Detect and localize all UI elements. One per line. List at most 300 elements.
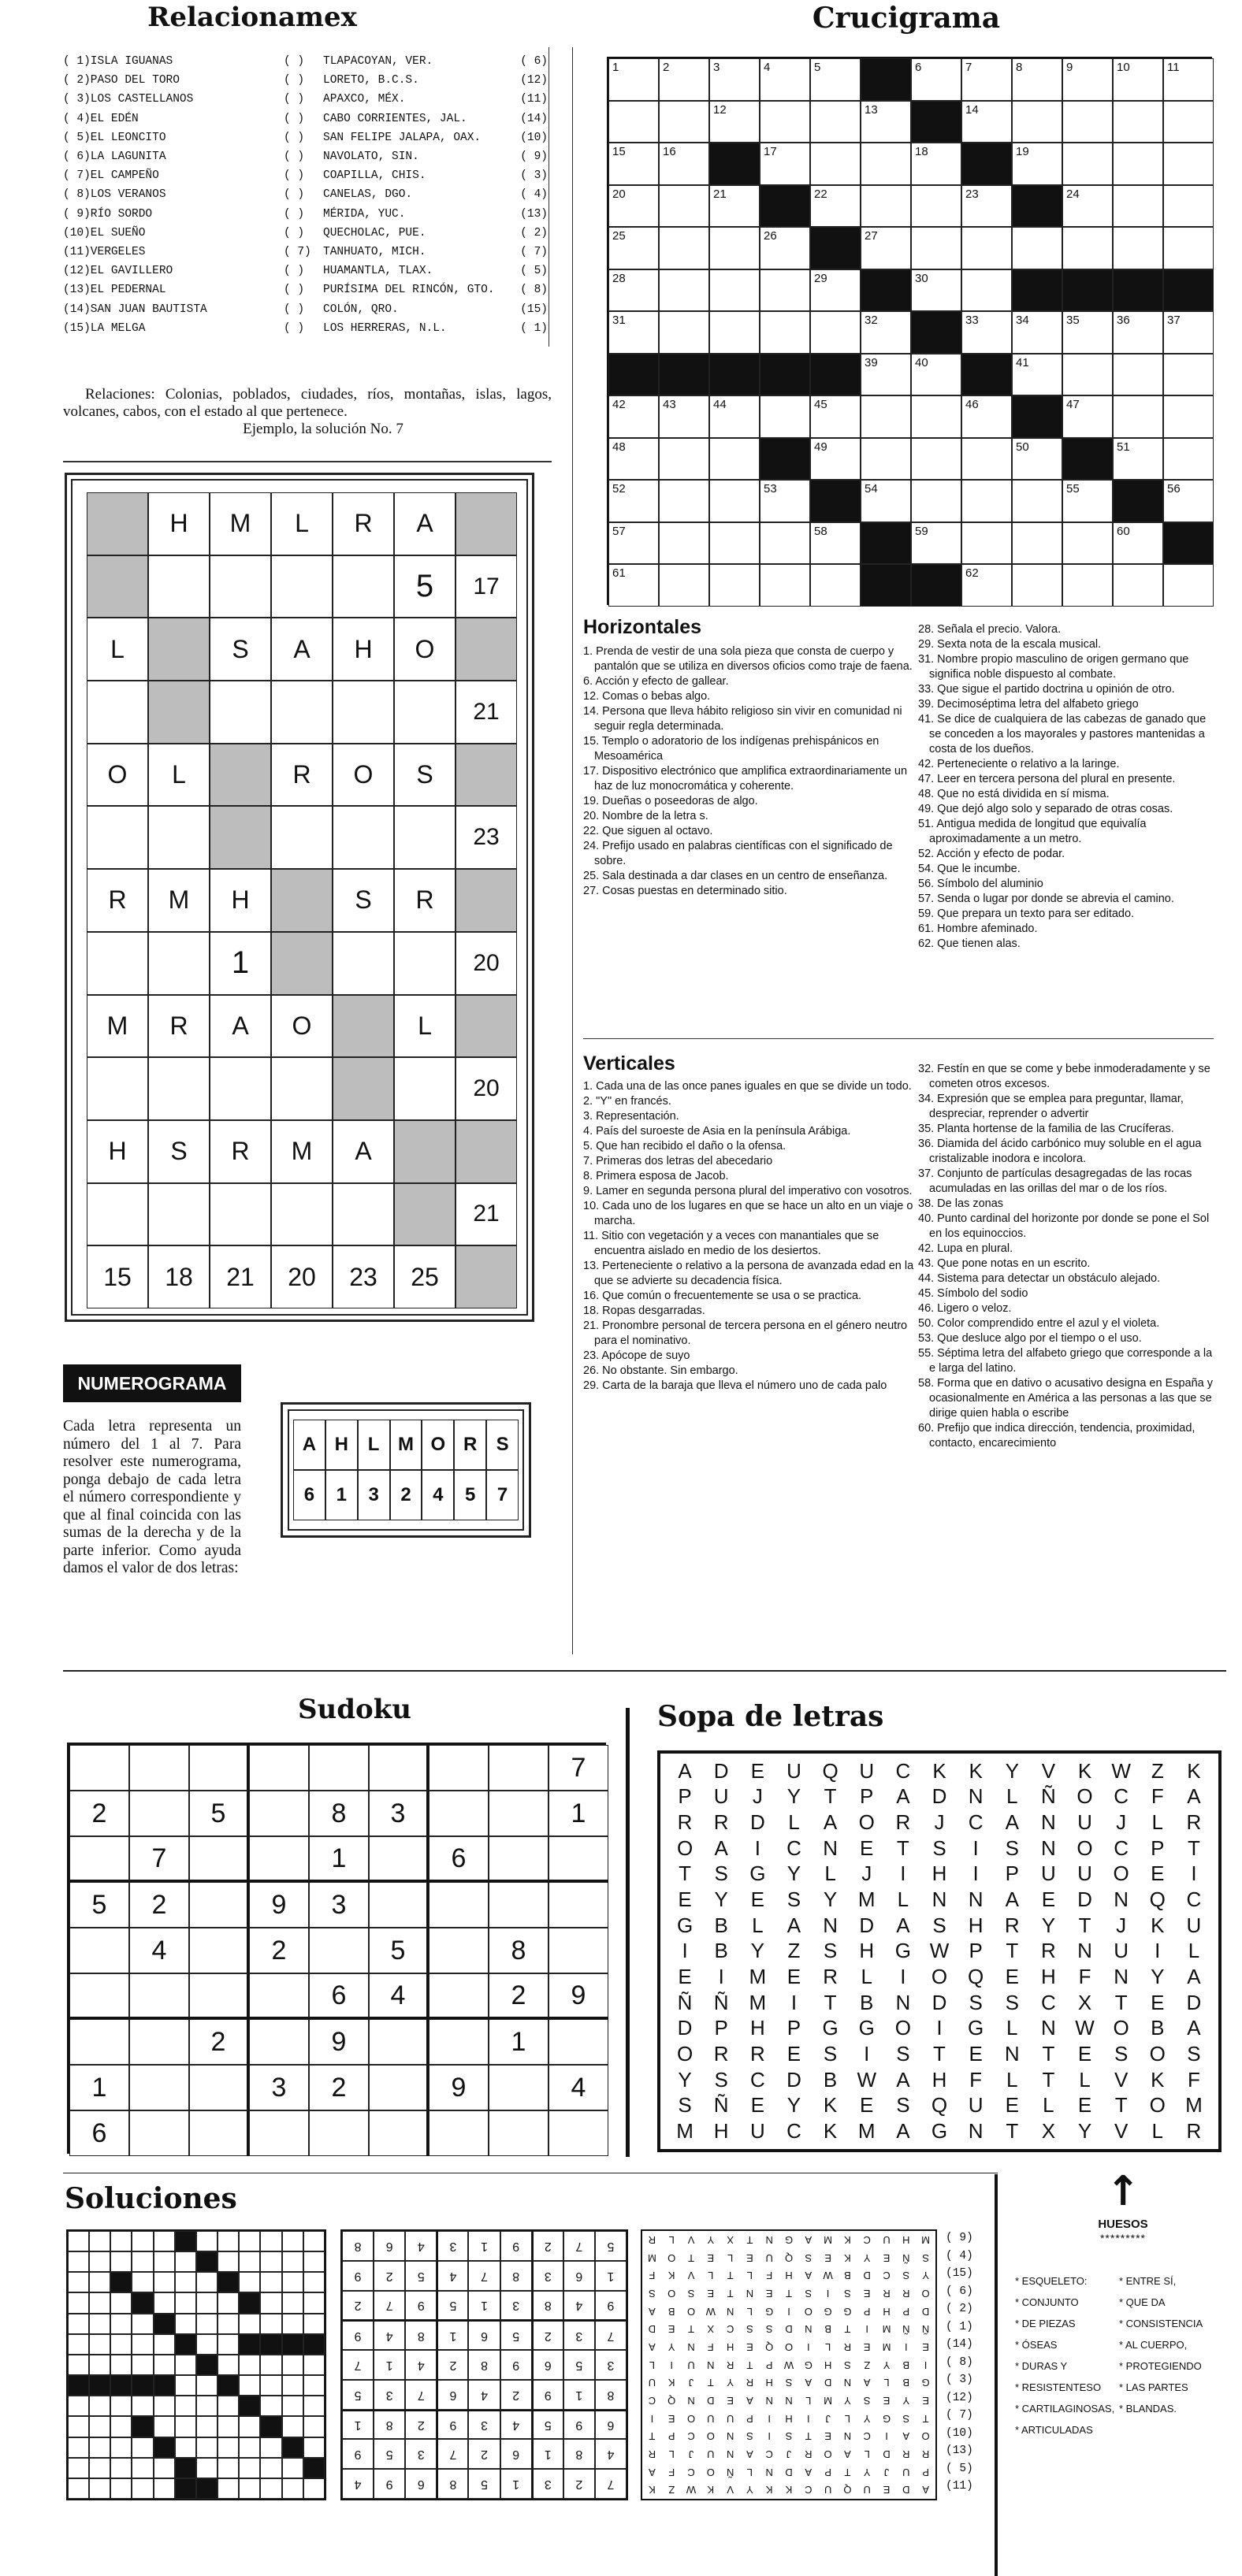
sopa-letter[interactable]: D [713,1758,729,1783]
crossword-cell[interactable] [961,395,1012,438]
crossword-cell[interactable] [709,522,760,565]
sopa-letter[interactable]: S [1005,1990,1019,2014]
sopa-letter[interactable]: O [858,1810,875,1835]
sopa-letter[interactable]: A [714,1835,728,1860]
sopa-letter[interactable]: R [713,1810,729,1835]
sopa-letter[interactable]: B [714,1913,728,1937]
sudoku-cell[interactable] [309,1928,369,1973]
crossword-cell[interactable] [861,395,911,438]
sopa-letter[interactable]: H [713,2119,729,2144]
sopa-letter[interactable]: C [1114,1784,1129,1809]
sopa-letter[interactable]: N [968,1887,984,1912]
sopa-letter[interactable]: Y [786,1861,801,1886]
crossword-cell[interactable] [1062,564,1113,607]
sopa-letter[interactable]: I [936,2016,943,2040]
sopa-letter[interactable]: I [682,1939,688,1963]
sopa-letter[interactable]: N [931,1887,947,1912]
crossword-cell[interactable] [1012,438,1062,481]
crossword-cell[interactable] [911,269,961,312]
crossword-cell[interactable] [961,311,1012,354]
sopa-letter[interactable]: K [1151,1913,1165,1937]
relacionamex-answer-slot[interactable]: ( ) [284,207,305,221]
sudoku-cell[interactable] [548,1882,608,1928]
crossword-cell[interactable] [911,185,961,228]
sudoku-cell[interactable] [489,1745,548,1791]
sopa-letter[interactable]: G [858,2016,875,2040]
crossword-cell[interactable] [1113,311,1163,354]
relacionamex-answer-slot[interactable]: ( ) [284,74,305,87]
numerograma-cell[interactable] [271,1057,333,1120]
sopa-letter[interactable]: N [968,1784,984,1809]
sudoku-cell[interactable] [369,2019,429,2065]
sudoku-cell[interactable] [249,1745,309,1791]
numerograma-cell[interactable]: 17 [456,555,517,618]
sopa-letter[interactable]: E [1151,1861,1165,1886]
crossword-cell[interactable] [1163,101,1214,143]
crossword-cell[interactable] [810,143,861,185]
sudoku-cell[interactable] [489,1882,548,1928]
sopa-letter[interactable]: L [788,1810,800,1835]
sudoku-cell[interactable] [69,1745,129,1791]
crossword-cell[interactable] [1163,185,1214,228]
numerograma-cell[interactable] [394,932,456,995]
crossword-cell[interactable] [760,311,810,354]
sopa-letter[interactable]: E [1005,2093,1019,2118]
relacionamex-answer-slot[interactable]: ( ) [284,150,305,164]
numerograma-cell[interactable] [394,1057,456,1120]
crossword-cell[interactable] [861,101,911,143]
sopa-letter[interactable]: W [1075,2016,1095,2040]
crossword-cell[interactable] [709,101,760,143]
sopa-letter[interactable]: N [1114,1965,1129,1989]
crossword-cell[interactable] [659,311,709,354]
crossword-cell[interactable] [1012,101,1062,143]
crossword-cell[interactable] [709,480,760,522]
crossword-cell[interactable] [1163,227,1214,269]
crossword-cell[interactable] [911,227,961,269]
crossword-cell[interactable] [1062,185,1113,228]
sopa-letter[interactable]: N [823,1913,838,1937]
sopa-letter[interactable]: N [1041,1835,1056,1860]
crossword-cell[interactable] [1163,480,1214,522]
sudoku-cell[interactable] [429,1791,489,1836]
sudoku-cell[interactable] [548,2019,608,2065]
sudoku-cell[interactable] [189,2065,249,2110]
crossword-cell[interactable] [608,185,659,228]
sopa-letter[interactable]: S [786,1887,801,1912]
sopa-letter[interactable]: M [857,2119,876,2144]
sopa-letter[interactable]: E [1041,1887,1056,1912]
sopa-letter[interactable]: L [861,1965,872,1989]
sopa-letter[interactable]: P [969,1939,983,1963]
crossword-cell[interactable] [760,564,810,607]
crossword-cell[interactable] [709,58,760,101]
sopa-letter[interactable]: L [1151,2119,1164,2144]
crossword-cell[interactable] [911,480,961,522]
crossword-cell[interactable] [608,311,659,354]
crossword-cell[interactable] [911,395,961,438]
sudoku-cell[interactable] [489,2110,548,2156]
crossword-cell[interactable] [1113,143,1163,185]
sudoku-cell[interactable] [69,1836,129,1882]
crossword-cell[interactable] [659,395,709,438]
sopa-letter[interactable]: R [1186,2119,1202,2144]
sopa-letter[interactable]: A [1005,1887,1019,1912]
numerograma-cell[interactable] [148,932,210,995]
sopa-letter[interactable]: R [1004,1913,1020,1937]
sudoku-cell[interactable] [189,2110,249,2156]
sopa-letter[interactable]: J [861,1861,872,1886]
sopa-letter[interactable]: I [790,1990,798,2014]
sopa-letter[interactable]: E [1151,1990,1165,2014]
sopa-letter[interactable]: H [931,2067,947,2092]
relacionamex-answer-slot[interactable]: ( ) [284,112,305,125]
sopa-letter[interactable]: B [823,2067,838,2092]
sopa-letter[interactable]: T [896,1835,909,1860]
sopa-letter[interactable]: O [1113,1861,1129,1886]
sopa-letter[interactable]: L [752,1913,764,1937]
sopa-letter[interactable]: L [1079,2067,1091,2092]
sopa-letter[interactable]: U [713,1784,729,1809]
sopa-letter[interactable]: H [931,1861,947,1886]
sopa-letter[interactable]: S [1187,2042,1201,2066]
crossword-cell[interactable] [1113,185,1163,228]
sopa-letter[interactable]: T [824,1784,837,1809]
crossword-cell[interactable] [659,269,709,312]
crossword-cell[interactable] [760,227,810,269]
sopa-letter[interactable]: P [714,2016,728,2040]
sopa-letter[interactable]: K [823,2119,838,2144]
sopa-letter[interactable]: S [823,1939,838,1963]
sopa-letter[interactable]: S [1114,2042,1129,2066]
sopa-letter[interactable]: K [1077,1758,1092,1783]
sudoku-cell[interactable] [429,1928,489,1973]
sopa-letter[interactable]: H [749,2016,765,2040]
sopa-letter[interactable]: N [968,2119,984,2144]
sopa-letter[interactable]: L [1006,2067,1018,2092]
sudoku-cell[interactable] [189,1882,249,1928]
sopa-letter[interactable]: F [1078,1965,1091,1989]
crossword-cell[interactable] [608,564,659,607]
sopa-letter[interactable]: U [1186,1913,1202,1937]
sopa-letter[interactable]: X [1041,2119,1056,2144]
sudoku-cell[interactable] [489,1836,548,1882]
sopa-letter[interactable]: T [1114,2093,1128,2118]
sopa-letter[interactable]: L [1151,1810,1164,1835]
sopa-letter[interactable]: U [1114,1939,1129,1963]
crossword-cell[interactable] [659,185,709,228]
crossword-cell[interactable] [608,227,659,269]
sopa-letter[interactable]: L [1188,1939,1200,1963]
sopa-letter[interactable]: T [679,1861,691,1886]
sopa-letter[interactable]: O [1077,1784,1093,1809]
relacionamex-answer-slot[interactable]: ( 7) [284,246,311,259]
sopa-letter[interactable]: U [786,1758,801,1783]
crossword-cell[interactable] [961,438,1012,481]
sudoku-cell[interactable] [129,1745,189,1791]
sopa-letter[interactable]: E [750,1758,764,1783]
numerograma-cell[interactable] [333,1183,394,1246]
sudoku-cell[interactable] [249,2110,309,2156]
crossword-cell[interactable] [709,564,760,607]
sopa-letter[interactable]: T [1006,2119,1019,2144]
sopa-letter[interactable]: E [786,2042,801,2066]
sopa-letter[interactable]: T [1187,1835,1200,1860]
sopa-letter[interactable]: S [678,2093,692,2118]
sopa-letter[interactable]: S [932,1913,946,1937]
sopa-letter[interactable]: I [1155,1939,1161,1963]
sopa-letter[interactable]: K [1187,1758,1201,1783]
sopa-letter[interactable]: P [786,2016,801,2040]
sopa-letter[interactable]: E [1005,1965,1019,1989]
sopa-letter[interactable]: P [1005,1861,1019,1886]
sopa-letter[interactable]: H [968,1913,984,1937]
sopa-letter[interactable]: D [1077,1887,1092,1912]
crossword-cell[interactable] [810,311,861,354]
sopa-letter[interactable]: E [678,1965,692,1989]
sopa-letter[interactable]: I [718,1965,724,1989]
crossword-cell[interactable] [659,227,709,269]
sopa-letter[interactable]: U [1077,1861,1092,1886]
sopa-letter[interactable]: Y [714,1887,728,1912]
sudoku-cell[interactable] [69,1973,129,2019]
sopa-letter[interactable]: B [860,1990,874,2014]
sopa-letter[interactable]: R [713,2042,729,2066]
sopa-letter[interactable]: T [1006,1939,1019,1963]
sudoku-cell[interactable] [369,1836,429,1882]
sudoku-cell[interactable] [249,1791,309,1836]
sopa-letter[interactable]: G [894,1939,911,1963]
relacionamex-answer-slot[interactable]: ( ) [284,265,305,278]
sopa-letter[interactable]: D [677,2016,693,2040]
relacionamex-answer-slot[interactable]: ( ) [284,188,305,202]
crossword-cell[interactable] [961,227,1012,269]
crossword-cell[interactable] [1012,564,1062,607]
relacionamex-answer-slot[interactable]: ( ) [284,321,305,335]
crossword-cell[interactable] [608,395,659,438]
sopa-letter[interactable]: T [1042,2042,1055,2066]
crossword-cell[interactable] [961,185,1012,228]
sopa-letter[interactable]: Q [822,1758,839,1783]
sudoku-cell[interactable] [129,2065,189,2110]
sopa-letter[interactable]: L [1006,2016,1018,2040]
numerograma-cell[interactable] [148,1183,210,1246]
crossword-cell[interactable] [709,311,760,354]
sopa-letter[interactable]: Y [1041,1913,1056,1937]
sopa-letter[interactable]: D [931,1990,947,2014]
crossword-cell[interactable] [1012,227,1062,269]
sopa-letter[interactable]: Y [1151,1965,1165,1989]
crossword-cell[interactable] [1012,354,1062,396]
sopa-letter[interactable]: S [896,2042,910,2066]
crossword-cell[interactable] [659,101,709,143]
sopa-letter[interactable]: G [676,1913,694,1937]
sopa-letter[interactable]: W [857,2067,876,2092]
crossword-cell[interactable] [810,101,861,143]
numerograma-cell[interactable] [148,555,210,618]
sopa-letter[interactable]: J [752,1784,763,1809]
crossword-cell[interactable] [1062,58,1113,101]
sudoku-cell[interactable] [129,1791,189,1836]
sopa-letter[interactable]: E [678,1887,692,1912]
crossword-cell[interactable] [810,58,861,101]
crossword-cell[interactable] [1012,311,1062,354]
numerograma-cell[interactable]: 23 [456,806,517,869]
numerograma-cell[interactable] [87,806,148,869]
sopa-letter[interactable]: E [786,1965,801,1989]
crossword-cell[interactable] [961,480,1012,522]
sopa-letter[interactable]: Q [1149,1887,1166,1912]
sudoku-cell[interactable] [369,2065,429,2110]
crossword-cell[interactable] [659,143,709,185]
sopa-letter[interactable]: C [786,1835,801,1860]
sudoku-cell[interactable] [429,2019,489,2065]
sopa-letter[interactable]: R [677,1810,693,1835]
crossword-cell[interactable] [659,564,709,607]
sopa-letter[interactable]: B [1151,2016,1165,2040]
numerograma-cell[interactable] [87,932,148,995]
sopa-letter[interactable]: C [749,2067,765,2092]
numerograma-cell[interactable] [394,681,456,744]
crossword-cell[interactable] [1113,395,1163,438]
sopa-letter[interactable]: O [894,2016,911,2040]
sopa-letter[interactable]: Y [786,2093,801,2118]
sopa-letter[interactable]: X [1077,1990,1092,2014]
crossword-cell[interactable] [760,269,810,312]
crossword-cell[interactable] [1113,101,1163,143]
sopa-letter[interactable]: E [860,2093,874,2118]
crossword-cell[interactable] [760,101,810,143]
crossword-cell[interactable] [810,564,861,607]
sudoku-cell[interactable] [189,1928,249,1973]
sopa-letter[interactable]: J [1116,1810,1127,1835]
crossword-cell[interactable] [659,522,709,565]
sopa-letter[interactable]: K [932,1758,946,1783]
sopa-letter[interactable]: A [896,1913,910,1937]
sopa-letter[interactable]: U [1041,1861,1056,1886]
crossword-cell[interactable] [911,354,961,396]
crossword-cell[interactable] [709,269,760,312]
sopa-letter[interactable]: S [1005,1835,1019,1860]
sopa-letter[interactable]: G [931,2119,948,2144]
sudoku-cell[interactable] [548,1836,608,1882]
relacionamex-answer-slot[interactable]: ( ) [284,303,305,316]
sudoku-cell[interactable] [429,2110,489,2156]
sopa-letter[interactable]: E [1077,2042,1092,2066]
crossword-cell[interactable] [760,480,810,522]
sopa-letter[interactable]: C [895,1758,911,1783]
numerograma-cell[interactable] [210,1183,271,1246]
sudoku-cell[interactable] [489,1791,548,1836]
sopa-letter[interactable]: H [1041,1965,1056,1989]
sopa-letter[interactable]: N [1114,1887,1129,1912]
sopa-letter[interactable]: Z [787,1939,801,1963]
sopa-letter[interactable]: U [749,2119,765,2144]
crossword-cell[interactable] [1012,143,1062,185]
sopa-letter[interactable]: A [1187,1965,1201,1989]
sudoku-cell[interactable] [429,1973,489,2019]
numerograma-cell[interactable] [394,806,456,869]
sopa-letter[interactable]: O [1077,1835,1093,1860]
sudoku-cell[interactable] [548,2110,608,2156]
sudoku-cell[interactable] [369,2110,429,2156]
crossword-cell[interactable] [911,58,961,101]
sudoku-cell[interactable] [129,1973,189,2019]
sopa-letter[interactable]: A [823,1810,838,1835]
sopa-letter[interactable]: K [969,1758,983,1783]
sopa-letter[interactable]: A [1187,2016,1201,2040]
sopa-letter[interactable]: P [1151,1835,1165,1860]
sudoku-cell[interactable] [249,2019,309,2065]
crossword-cell[interactable] [1113,354,1163,396]
sopa-letter[interactable]: T [1042,2067,1055,2092]
sopa-letter[interactable]: V [1041,1758,1056,1783]
crossword-cell[interactable] [709,395,760,438]
crossword-cell[interactable] [961,522,1012,565]
crossword-cell[interactable] [760,143,810,185]
crossword-cell[interactable] [608,522,659,565]
sopa-letter[interactable]: C [968,1810,984,1835]
sopa-letter[interactable]: A [896,2067,910,2092]
relacionamex-answer-slot[interactable]: ( ) [284,284,305,297]
sudoku-cell[interactable] [369,1882,429,1928]
relacionamex-answer-slot[interactable]: ( ) [284,55,305,68]
crossword-cell[interactable] [608,438,659,481]
crossword-cell[interactable] [961,269,1012,312]
sopa-letter[interactable]: Q [968,1965,984,1989]
sopa-letter[interactable]: D [859,1913,875,1937]
sopa-letter[interactable]: J [1116,1913,1127,1937]
crossword-cell[interactable] [810,185,861,228]
crossword-cell[interactable] [810,269,861,312]
sopa-letter[interactable]: M [749,1965,767,1989]
sopa-letter[interactable]: Y [786,1784,801,1809]
crossword-cell[interactable] [861,480,911,522]
sopa-letter[interactable]: Y [1077,2119,1092,2144]
crossword-cell[interactable] [659,480,709,522]
crossword-cell[interactable] [1062,395,1113,438]
sudoku-cell[interactable] [249,1973,309,2019]
sopa-letter[interactable]: T [933,2042,946,2066]
sopa-letter[interactable]: O [1149,2042,1166,2066]
crossword-cell[interactable] [861,354,911,396]
sudoku-cell[interactable] [69,1928,129,1973]
sudoku-cell[interactable] [429,1745,489,1791]
crossword-cell[interactable] [911,438,961,481]
sopa-letter[interactable]: S [714,1861,728,1886]
sopa-letter[interactable]: G [749,1861,766,1886]
sudoku-cell[interactable] [309,2110,369,2156]
sopa-letter[interactable]: I [1191,1861,1197,1886]
crossword-cell[interactable] [1113,564,1163,607]
crossword-cell[interactable] [1163,58,1214,101]
numerograma-cell[interactable] [271,1183,333,1246]
crossword-cell[interactable] [810,395,861,438]
sopa-letter[interactable]: O [931,1965,948,1989]
numerograma-cell[interactable] [210,681,271,744]
crossword-cell[interactable] [1062,143,1113,185]
crossword-cell[interactable] [1062,227,1113,269]
crossword-cell[interactable] [1113,522,1163,565]
sopa-letter[interactable]: M [749,1990,767,2014]
sopa-letter[interactable]: E [1077,2093,1092,2118]
sopa-letter[interactable]: Ñ [713,2093,729,2118]
crossword-cell[interactable] [911,522,961,565]
crossword-cell[interactable] [659,438,709,481]
sopa-letter[interactable]: L [1006,1784,1018,1809]
sopa-letter[interactable]: K [1151,2067,1165,2092]
sopa-letter[interactable]: W [929,1939,950,1963]
